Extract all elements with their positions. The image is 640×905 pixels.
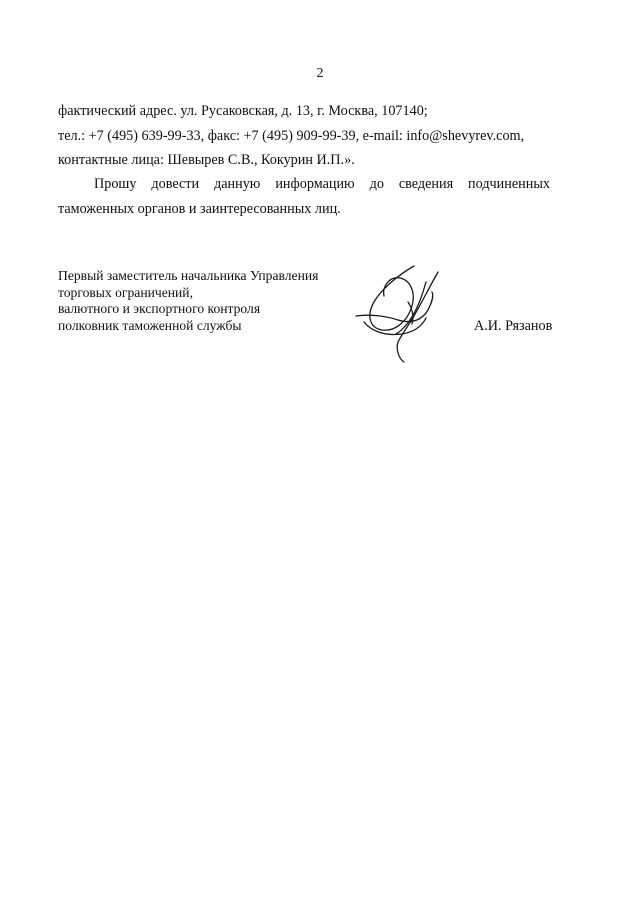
position-line: полковник таможенной службы	[58, 317, 242, 333]
signature-position-block	[58, 268, 318, 334]
request-line-1	[94, 176, 550, 193]
page-number: 2	[316, 66, 324, 81]
position-line: Первый заместитель начальника Управления	[58, 268, 319, 283]
address-line: фактический адрес. ул. Русаковская, д. 13, г. Москва, 107140;	[58, 103, 428, 119]
request-word: информацию	[275, 176, 355, 192]
request-word: Прошу	[94, 176, 137, 192]
contacts-line: тел.: +7 (495) 639-99-33, факс: +7 (495) 909-99-39, e-mail: info@shevyrev.com,	[58, 128, 525, 144]
request-word: данную	[214, 176, 261, 192]
position-line: валютного и экспортного контроля	[58, 301, 261, 316]
handwritten-signature	[352, 262, 452, 364]
request-word: до	[369, 176, 384, 192]
signer-name: А.И. Рязанов	[474, 318, 553, 334]
request-word: подчиненных	[468, 176, 550, 192]
persons-line: контактные лица: Шевырев С.В., Кокурин И.П.».	[58, 152, 355, 168]
request-word: довести	[151, 176, 200, 192]
request-word: сведения	[398, 176, 454, 192]
position-line: торговых ограничений,	[58, 284, 193, 300]
request-line-2: таможенных органов и заинтересованных лиц.	[58, 201, 341, 217]
